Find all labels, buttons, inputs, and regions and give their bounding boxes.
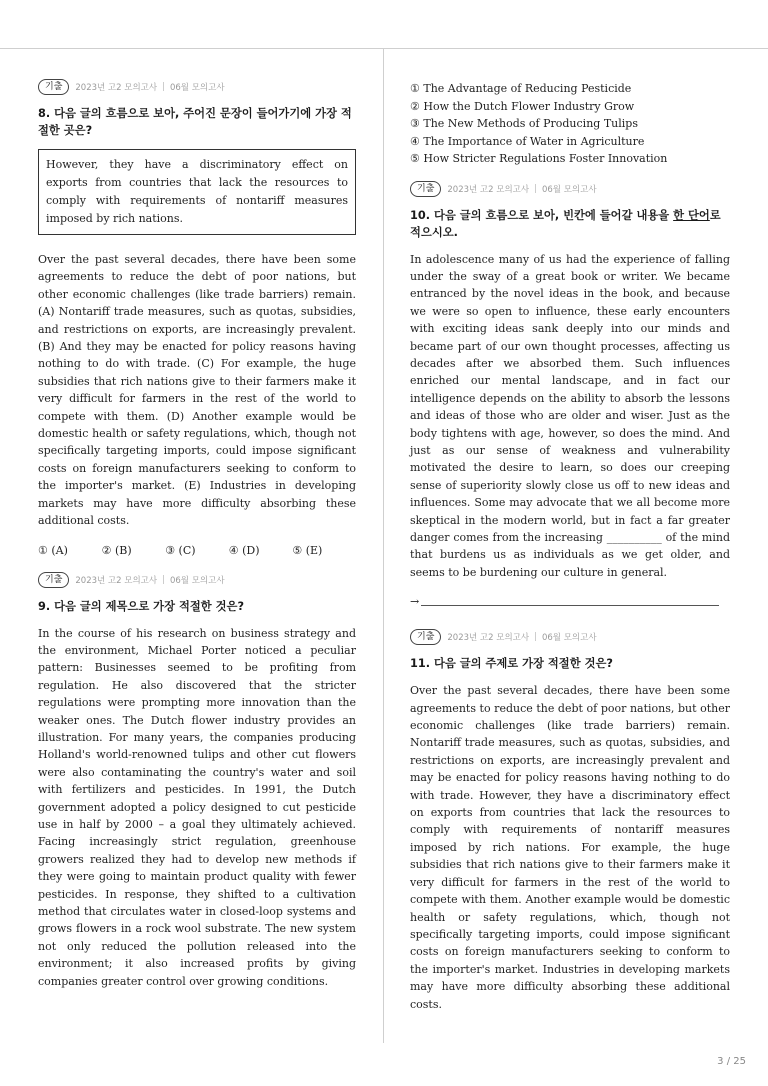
q10-month-label: 06월 모의고사 bbox=[541, 184, 597, 195]
q11-title: 11. 다음 글의 주제로 가장 적절한 것은? bbox=[410, 657, 613, 671]
q9-choice-1[interactable]: ① The Advantage of Reducing Pesticide bbox=[410, 82, 632, 95]
q8-choices bbox=[38, 544, 356, 557]
q8-given-sentence-box: However, they have a discriminatory effect on exports from countries that lack the resources to comply with requirements of nontariff measures imposed by rich nations. bbox=[38, 149, 356, 235]
q11-meta: 기출 2023년 고2 모의고사 | 06월 모의고사 bbox=[410, 628, 730, 646]
q11-passage: Over the past several decades, there have been some agreements to reduce the debt of poor nations, but other economic challenges (like trade barriers) remain. Nontariff trade measures, such as quotas, subsidies, and restrictions on exports, are increasingly prevalent and may be enacted for policy reasons having nothing to do with trade. However, they have a discriminatory effect on exports from countries that lack the resources to comply with requirements of nontariff measures imposed by rich nations. For example, the huge subsidies that rich nations give to their farmers make it very difficult for farmers in the rest of the world to compete with them. Another example would be domestic health or safety regulations, which, though not specifically targeting imports, could impose significant costs on foreign manufacturers seeking to conform to the importer's market. Industries in developing markets may have more difficulty absorbing these additional costs. bbox=[410, 684, 730, 1011]
page-number: 3 / 25 bbox=[717, 1056, 746, 1067]
q9-choices bbox=[410, 80, 730, 168]
left-column bbox=[38, 78, 356, 990]
q9-title: 9. 다음 글의 제목으로 가장 적절한 것은? bbox=[38, 599, 244, 613]
q8-choice-5[interactable]: ⑤ (E) bbox=[292, 543, 323, 557]
q10-title-pre: 10. 다음 글의 흐름으로 보아, 빈칸에 들어갈 내용을 bbox=[410, 208, 674, 222]
q9-tag-badge: 기출 bbox=[38, 572, 69, 588]
q9-choice-4[interactable]: ④ The Importance of Water in Agriculture bbox=[410, 134, 645, 148]
q10-title-underlined: 한 단어 bbox=[673, 208, 710, 222]
q8-choice-4[interactable]: ④ (D) bbox=[228, 543, 260, 557]
q9-meta: 기출 2023년 고2 모의고사 | 06월 모의고사 bbox=[38, 571, 356, 589]
q8-exam-label: 2023년 고2 모의고사 bbox=[75, 83, 158, 93]
q10-title bbox=[410, 207, 730, 241]
q9-choice-2[interactable]: ② How the Dutch Flower Industry Grow bbox=[410, 99, 635, 113]
q9-exam-label: 2023년 고2 모의고사 bbox=[75, 575, 158, 586]
q10-title-post: 로 적으시오. bbox=[410, 208, 721, 239]
q8-choice-3[interactable]: ③ (C) bbox=[165, 543, 196, 557]
q10-tag-badge: 기출 bbox=[410, 181, 441, 197]
right-column bbox=[410, 80, 730, 1013]
q11-month-label: 06월 모의고사 bbox=[541, 633, 597, 644]
question-11 bbox=[410, 628, 730, 1013]
column-divider bbox=[383, 48, 384, 1043]
q8-choice-2[interactable]: ② (B) bbox=[101, 543, 132, 557]
q10-passage: In adolescence many of us had the experience of falling under the sway of a great book or writer. We became entranced by the novel ideas in the book, and because we were so open to influence, these early encounters with exciting ideas sank deeply into our minds and became part of our own thought processes, affecting us decades after we absorbed them. Such influences enriched our mental landscape, and in fact our intelligence depends on the ability to absorb the lessons and ideas of those who are older and wiser. Just as the body tightens with age, however, so does the mind. And just as our sense of weakness and vulnerability motivated the desire to learn, so does our creeping sense of superiority slowly close us off to new ideas and influences. Some may advocate that we all become more skeptical in the modern world, but in fact a far greater danger comes from the increasing __________ of the mind that burdens us as individuals as we get older, and seems to be burdening our culture in general. bbox=[410, 252, 730, 579]
q9-choice-3[interactable]: ③ The New Methods of Producing Tulips bbox=[410, 117, 638, 130]
question-10 bbox=[410, 180, 730, 609]
q9-choice-5[interactable]: ⑤ How Stricter Regulations Foster Innovation bbox=[410, 152, 668, 165]
q8-title: 8. 다음 글의 흐름으로 보아, 주어진 문장이 들어가기에 가장 적절한 곳은? bbox=[38, 107, 352, 137]
arrow-icon: → bbox=[410, 595, 420, 609]
q9-passage: In the course of his research on business strategy and the environment, Michael Porter noticed a peculiar pattern: Businesses seemed to be profiting from regulation. He also discovered that the stricter regulations were prompting more innovation than the weaker ones. The Dutch flower industry provides an illustration. For many years, the companies producing Holland's world-renowned tulips and other cut flowers were also contaminating the country's water and soil with fertilizers and pesticides. In 1991, the Dutch government adopted a policy designed to cut pesticide use in half by 2000 – a goal they ultimately achieved. Facing increasingly strict regulation, greenhouse growers realized they had to develop new methods if they were going to maintain product quality with fewer pesticides. In response, they shifted to a cultivation method that circulates water in closed-loop systems and grows flowers in a rock wool substrate. The new system not only reduced the pollution released into the environment; it also increased profits by giving companies greater control over growing conditions. bbox=[38, 626, 356, 988]
q8-choice-1[interactable]: ① (A) bbox=[38, 543, 68, 557]
q10-exam-label: 2023년 고2 모의고사 bbox=[447, 184, 530, 195]
q10-meta: 기출 2023년 고2 모의고사 | 06월 모의고사 bbox=[410, 180, 730, 198]
q11-exam-label: 2023년 고2 모의고사 bbox=[447, 633, 530, 644]
q8-tag-badge: 기출 bbox=[38, 79, 69, 95]
q8-passage: Over the past several decades, there have been some agreements to reduce the debt of poor nations, but other economic challenges (like trade barriers) remain. (A) Nontariff trade measures, such as quotas, subsidies, and restrictions on exports, are increasingly prevalent. (B) And they may be enacted for policy reasons having nothing to do with trade. (C) For example, the huge subsidies that rich nations give to their farmers make it very difficult for farmers in the rest of the world to compete with them. (D) Another example would be domestic health or safety regulations, which, though not specifically targeting imports, could impose significant costs on foreign manufacturers seeking to conform to the importer's market. (E) Industries in developing markets may have more difficulty absorbing these additional costs. bbox=[38, 253, 356, 528]
q10-answer-line[interactable] bbox=[421, 604, 719, 606]
q11-tag-badge: 기출 bbox=[410, 629, 441, 645]
header-rule bbox=[0, 48, 768, 49]
q10-answer-area[interactable] bbox=[410, 595, 730, 608]
question-8 bbox=[38, 78, 356, 557]
q9-month-label: 06월 모의고사 bbox=[169, 575, 225, 586]
question-9 bbox=[38, 571, 356, 991]
q8-month-label: 06월 모의고사 bbox=[169, 83, 225, 93]
q8-meta: 기출 2023년 고2 모의고사 | 06월 모의고사 bbox=[38, 78, 356, 96]
